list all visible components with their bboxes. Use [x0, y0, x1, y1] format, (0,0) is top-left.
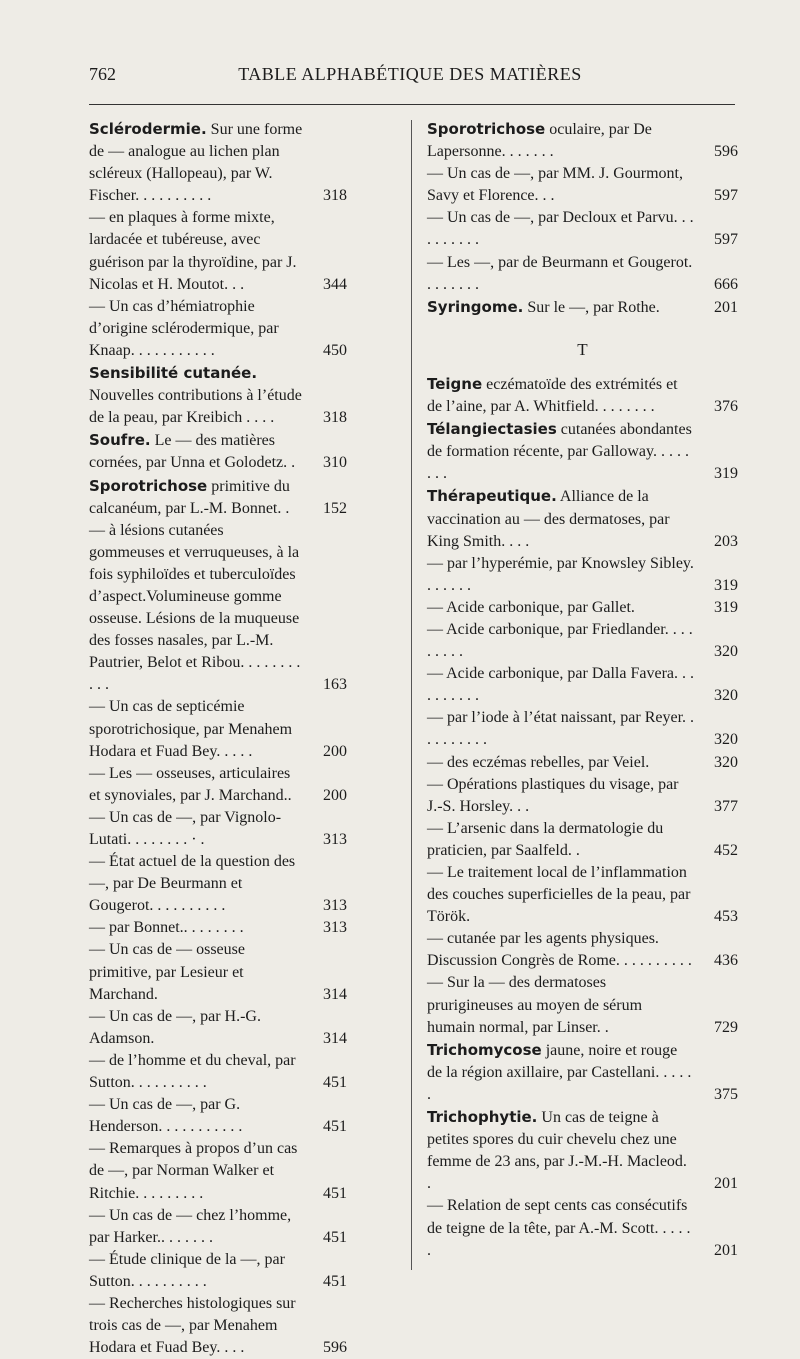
index-entry: [89, 851, 347, 917]
index-entry: [427, 418, 738, 485]
entry-body: — Acide carbonique, par Dalla Favera. . . . . . . . . .: [427, 665, 695, 705]
index-entry: [89, 1138, 347, 1204]
entry-text: [427, 663, 738, 707]
entry-page-number: 344: [323, 275, 347, 293]
entry-text: [427, 252, 738, 296]
entry-body: — Les — osseuses, articulaires et synoviales, par J. Marchand..: [89, 764, 292, 804]
entry-heading: Sensibilité cutanée.: [89, 364, 258, 383]
entry-page-number: 451: [323, 1272, 347, 1290]
entry-text: [89, 362, 347, 429]
index-entry: [427, 928, 738, 972]
entry-page-number: 313: [323, 897, 347, 915]
right-column-entries-t: [427, 373, 738, 1262]
index-entry: [427, 707, 738, 751]
index-entry: [427, 1106, 738, 1195]
entry-text: [427, 774, 738, 818]
entry-body: Sur le —, par Rothe.: [523, 298, 660, 316]
column-divider: [411, 120, 412, 1270]
index-entry: [89, 917, 347, 939]
entry-text: [89, 851, 347, 917]
index-entry: [89, 807, 347, 851]
entry-body: — Le traitement local de l’inflammation des couches superficielles de la peau, par Török.: [427, 864, 691, 926]
entry-body: — Recherches histologiques sur trois cas de —, par Menahem Hodara et Fuad Bey. . . .: [89, 1294, 296, 1357]
index-entry: [427, 752, 738, 774]
index-entry: [427, 1039, 738, 1106]
index-entry: [89, 763, 347, 807]
entry-text: [427, 163, 738, 207]
entry-page-number: 201: [714, 1241, 738, 1259]
index-entry: [427, 663, 738, 707]
entry-body: — par Bonnet.. . . . . . . .: [89, 919, 244, 937]
entry-heading: Teigne: [427, 374, 483, 393]
index-entry: [427, 597, 738, 619]
entry-page-number: 200: [323, 742, 347, 760]
entry-body: oculaire, par De Lapersonne. . . . . . .: [427, 121, 652, 161]
index-entry: [427, 1195, 738, 1261]
entry-body: primitive du calcanéum, par L.-M. Bonnet. .: [89, 477, 290, 517]
entry-body: jaune, noire et rouge de la région axillaire, par Castellani. . . . . .: [427, 1041, 692, 1103]
index-entry: [89, 1094, 347, 1138]
entry-text: [89, 520, 347, 697]
index-entry: [89, 1006, 347, 1050]
entry-body: — Un cas de — osseuse primitive, par Lesieur et Marchand.: [89, 941, 245, 1003]
entry-page-number: 597: [714, 231, 738, 249]
entry-body: — L’arsenic dans la dermatologie du praticien, par Saalfeld. .: [427, 819, 664, 859]
entry-heading: Sporotrichose: [89, 476, 208, 495]
index-entry: [89, 296, 347, 362]
entry-body: — des eczémas rebelles, par Veiel.: [427, 753, 650, 771]
index-entry: [427, 818, 738, 862]
entry-text: [89, 296, 347, 362]
entry-body: — par l’hyperémie, par Knowsley Sibley. . . . . . .: [427, 554, 694, 594]
index-entry: [427, 774, 738, 818]
entry-text: [89, 939, 347, 1005]
entry-text: [89, 1006, 347, 1050]
index-entry: [89, 696, 347, 762]
entry-text: [427, 118, 738, 163]
entry-body: Le — des matières cornées, par Unna et Golodetz. .: [89, 432, 296, 472]
entry-body: — Un cas de —, par Decloux et Parvu. . . . . . . . . .: [427, 209, 694, 249]
entry-body: eczématoïde des extrémités et de l’aine, par A. Whitfield. . . . . . . .: [427, 375, 678, 416]
entry-body: — cutanée par les agents physiques. Discussion Congrès de Rome. . . . . . . . . .: [427, 930, 692, 970]
entry-text: [427, 928, 738, 972]
index-entry: [89, 1249, 347, 1293]
entry-page-number: 451: [323, 1228, 347, 1246]
entry-text: [89, 807, 347, 851]
entry-page-number: 597: [714, 187, 738, 205]
entry-page-number: 163: [323, 676, 347, 694]
entry-heading: Thérapeutique.: [427, 487, 557, 506]
entry-page-number: 313: [323, 919, 347, 937]
page-number: 762: [89, 64, 116, 84]
entry-body: — Étude clinique de la —, par Sutton. . . . . . . . . .: [89, 1250, 285, 1290]
entry-text: [427, 818, 738, 862]
index-entry: [427, 373, 738, 418]
entry-body: Un cas de teigne à petites spores du cuir chevelu chez une femme de 23 ans, par J.-M.-H. Macleod. .: [427, 1109, 687, 1193]
entry-body: — de l’homme et du cheval, par Sutton. . . . . . . . . .: [89, 1051, 296, 1092]
entry-page-number: 200: [323, 786, 347, 804]
section-letter: T: [577, 339, 588, 359]
entry-text: [89, 207, 347, 295]
entry-text: [427, 862, 738, 928]
entry-text: [427, 553, 738, 597]
entry-page-number: 319: [714, 465, 738, 483]
index-entry: [427, 862, 738, 928]
entry-body: — Acide carbonique, par Gallet.: [427, 598, 635, 616]
entry-page-number: 320: [714, 687, 738, 705]
entry-heading: Télangiectasies: [427, 420, 557, 439]
entry-text: [427, 752, 738, 774]
entry-body: — à lésions cutanées gommeuses et verruqueuses, à la fois syphiloïdes et tuberculoïdes d’aspect.Volumineuse gomme osseuse. Lésions de la muqueuse des fosses nasales, par L.-M. Pautrier, Belot et Ribou. . . . . . . . . . .: [89, 521, 301, 694]
entry-page-number: 729: [714, 1018, 738, 1036]
entry-body: — par l’iode à l’état naissant, par Reyer. . . . . . . . . .: [427, 709, 695, 749]
entry-page-number: 450: [323, 341, 347, 359]
entry-text: [89, 1205, 347, 1249]
entry-page-number: 596: [323, 1339, 347, 1357]
right-column: [427, 118, 738, 1262]
index-entry: [89, 1293, 347, 1359]
entry-text: [89, 696, 347, 762]
entry-body: — Un cas de —, par G. Henderson. . . . . . . . . . .: [89, 1096, 243, 1136]
index-entry: [89, 362, 347, 429]
entry-body: — Opérations plastiques du visage, par J.-S. Horsley. . .: [427, 775, 679, 815]
entry-body: — en plaques à forme mixte, lardacée et tubéreuse, avec guérison par la thyroïdine, par J. Nicolas et H. Moutot. . .: [89, 209, 297, 293]
header-rule: [89, 104, 735, 105]
entry-body: Nouvelles contributions à l’étude de la peau, par Kreibich . . . .: [89, 387, 302, 427]
entry-page-number: 596: [714, 143, 738, 161]
entry-text: [89, 429, 347, 474]
entry-page-number: 319: [714, 598, 738, 616]
entry-page-number: 451: [323, 1074, 347, 1092]
entry-text: [89, 917, 347, 939]
entry-page-number: 320: [714, 731, 738, 749]
entry-text: [427, 597, 738, 619]
index-entry: [89, 475, 347, 520]
entry-body: — Un cas de —, par Vignolo-Lutati. . . . . . . . · .: [89, 808, 282, 848]
entry-body: — Les —, par de Beurmann et Gougerot. . . . . . . .: [427, 253, 693, 293]
entry-page-number: 314: [323, 1029, 347, 1047]
entry-text: [427, 373, 738, 418]
entry-body: — Un cas de septicémie sporotrichosique, par Menahem Hodara et Fuad Bey. . . . .: [89, 698, 293, 760]
index-entry: [427, 972, 738, 1038]
index-entry: [427, 252, 738, 296]
entry-body: — Acide carbonique, par Friedlander. . . . . . . . .: [427, 620, 693, 661]
entry-body: — Un cas de — chez l’homme, par Harker.. . . . . . .: [89, 1206, 292, 1246]
entry-page-number: 320: [714, 643, 738, 661]
entry-page-number: 320: [714, 753, 738, 771]
entry-text: [427, 972, 738, 1038]
index-entry: [427, 485, 738, 552]
entry-heading: Sclérodermie.: [89, 120, 207, 138]
index-entry: [427, 163, 738, 207]
entry-text: [427, 1106, 738, 1195]
entry-text: [427, 207, 738, 251]
entry-text: [89, 475, 347, 520]
entry-text: [89, 1094, 347, 1138]
entry-page-number: 313: [323, 831, 347, 848]
entry-page-number: 436: [714, 952, 738, 970]
entry-page-number: 376: [714, 398, 738, 416]
entry-text: [427, 485, 738, 552]
entry-page-number: 375: [714, 1085, 738, 1103]
left-column: [89, 118, 347, 1359]
entry-page-number: 152: [323, 499, 347, 517]
entry-body: — Remarques à propos d’un cas de —, par Norman Walker et Ritchie. . . . . . . . .: [89, 1140, 298, 1202]
entry-body: cutanées abondantes de formation récente, par Galloway. . . . . . . .: [427, 421, 692, 483]
entry-body: — Un cas de —, par H.-G. Adamson.: [89, 1007, 261, 1047]
entry-text: [89, 763, 347, 807]
entry-heading: Soufre.: [89, 431, 151, 450]
index-entry: [89, 429, 347, 474]
entry-text: [427, 296, 738, 319]
entry-text: [427, 1039, 738, 1106]
index-entry: [427, 296, 738, 319]
index-entry: [427, 553, 738, 597]
index-entry: [89, 939, 347, 1005]
entry-page-number: 319: [714, 576, 738, 594]
entry-heading: Syringome.: [427, 297, 524, 316]
entry-text: [89, 1138, 347, 1204]
entry-text: [89, 1249, 347, 1293]
entry-page-number: 451: [323, 1184, 347, 1202]
entry-body: — État actuel de la question des —, par De Beurmann et Gougerot. . . . . . . . . .: [89, 853, 296, 915]
right-column-entries-s: [427, 118, 738, 319]
index-entry: [89, 118, 347, 207]
entry-page-number: 318: [323, 187, 347, 205]
index-entry: [427, 207, 738, 251]
entry-body: — Sur la — des dermatoses prurigineuses au moyen de sérum humain normal, par Linser. .: [427, 974, 643, 1036]
entry-text: [427, 1195, 738, 1261]
entry-body: — Un cas de —, par MM. J. Gourmont, Savy et Florence. . .: [427, 165, 683, 205]
entry-body: Sur une forme de — analogue au lichen plan scléreux (Hallopeau), par W. Fischer. . . . . . . . . .: [89, 121, 303, 205]
entry-page-number: 377: [714, 797, 738, 815]
running-title: TABLE ALPHABÉTIQUE DES MATIÈRES: [238, 64, 582, 84]
entry-page-number: 203: [714, 532, 738, 550]
entry-heading: Sporotrichose: [427, 120, 546, 138]
entry-page-number: 310: [323, 454, 347, 472]
entry-text: [89, 1050, 347, 1094]
index-entry: [89, 207, 347, 295]
entry-page-number: 318: [323, 409, 347, 427]
index-entry: [427, 118, 738, 163]
index-entry: [89, 520, 347, 697]
entry-page-number: 201: [714, 298, 738, 316]
entry-text: [427, 418, 738, 485]
entry-text: [89, 118, 347, 207]
index-entry: [89, 1050, 347, 1094]
entry-heading: Trichophytie.: [427, 1108, 538, 1127]
index-entry: [427, 619, 738, 663]
entry-page-number: 314: [323, 985, 347, 1003]
entry-text: [89, 1293, 347, 1359]
entry-text: [427, 707, 738, 751]
entry-page-number: 201: [714, 1175, 738, 1193]
entry-page-number: 666: [714, 275, 738, 293]
entry-body: — Relation de sept cents cas consécutifs de teigne de la tête, par A.-M. Scott. . . . . .: [427, 1197, 691, 1259]
entry-body: Alliance de la vaccination au — des dermatoses, par King Smith. . . .: [427, 488, 670, 550]
entry-page-number: 451: [323, 1118, 347, 1136]
entry-body: — Un cas d’hémiatrophie d’origine sclérodermique, par Knaap. . . . . . . . . . .: [89, 297, 279, 359]
entry-heading: Trichomycose: [427, 1040, 542, 1059]
entry-page-number: 453: [714, 908, 738, 926]
entry-page-number: 452: [714, 841, 738, 859]
index-entry: [89, 1205, 347, 1249]
entry-text: [427, 619, 738, 663]
